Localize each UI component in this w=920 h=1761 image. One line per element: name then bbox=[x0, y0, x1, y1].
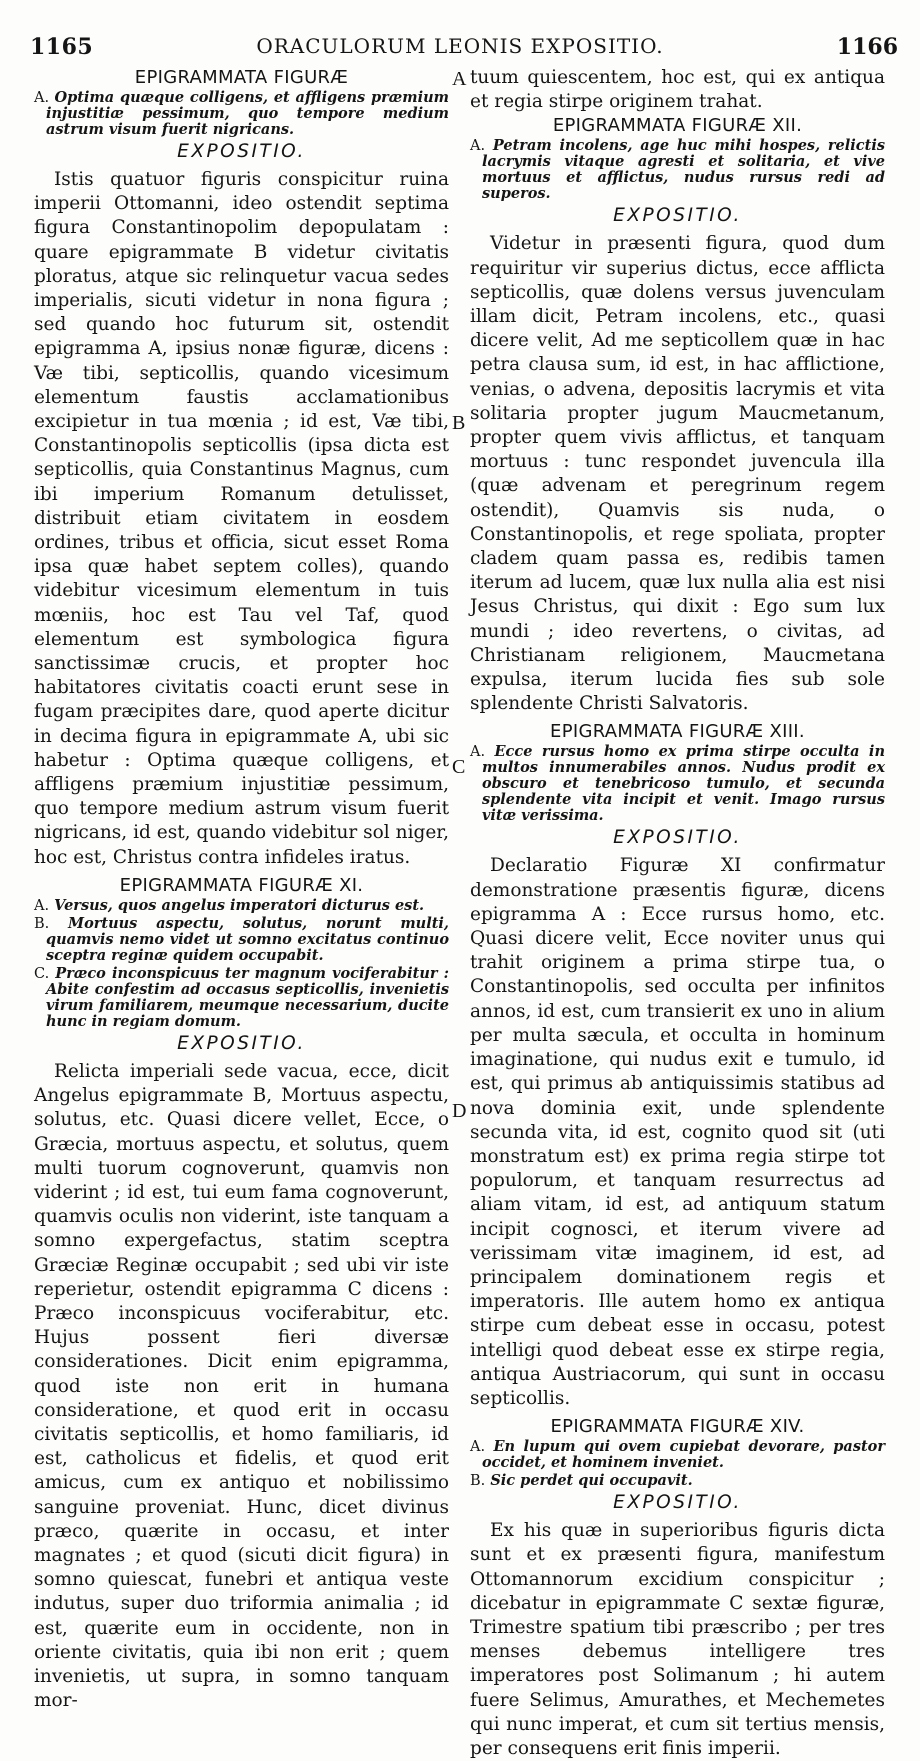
expositio-heading: EXPOSITIO. bbox=[613, 1492, 742, 1514]
epigram-heading-xii: EPIGRAMMATA FIGURÆ XII. bbox=[552, 115, 803, 137]
epigram-verse-c: C. Præco inconspicuus ter magnum vociferabitur : Abite confestim ad occasus septicollis, invenietis virum familiarem, meumque necessarium, ducite hunc in regiam domum. bbox=[34, 964, 449, 1030]
expositio-heading: EXPOSITIO. bbox=[177, 141, 306, 162]
epigram-verse-a: A. En lupum qui ovem cupiebat devorare, pastor occidet, et hominem inveniet. bbox=[470, 1438, 885, 1472]
expositio-heading: EXPOSITIO. bbox=[613, 205, 742, 227]
body-paragraph: Ex his quæ in superioribus figuris dicta sunt et ex præsenti figura, manifestum Ottomannorum excidium conspicitur ; dicebatur in epigrammate C sextæ figuræ, Trimestre spatium tibi præscribo ; per tres menses debemus intelligere tres imperatores post Solimanum ; hi autem fuere Selimus, Amurathes, et Mechemetes qui nunc imperat, et cum sit tertius mensis, per consequens erit finis imperii. bbox=[470, 1520, 885, 1759]
page-number-left: 1165 bbox=[30, 34, 94, 60]
running-header bbox=[0, 34, 920, 64]
body-paragraph: Relicta imperiali sede vacua, ecce, dicit Angelus epigrammate B, Mortuus aspectu, solutus, etc. Quasi dicere vellet, Ecce, o Græcia, mortuus aspectu, et solutus, quem multi tuorum cognoverunt, quamvis non viderint ; id est, tui eum fama cognoverunt, quamvis oculis non viderint, iste tanquam a somno expergefactus, statim sceptra Græciæ Reginæ occupabit ; sed ubi vir iste reperietur, ostendit epigramma C dicens : Præco inconspicuus vociferabitur, etc. Hujus possent fieri diversæ considerationes. Dicit enim epigramma, quod iste non erit in humana consideratione, et quod erit in occasu civitatis septicollis, et homo familiaris, id est, catholicus et fidelis, et quod erit amicus, cum ex antiquo et nobilissimo sanguine proveniat. Hunc, dicet divinus præco, quærite in occasu, et inter magnates ; et quod (sicuti dicit figura) in somno quiescat, funebri et antiqua veste indutus, super duo triformia animalia ; id est, quærite eum in occidente, non in oriente civitatis, quia ibi non erit ; quem invenietis, ut supra, in somno tanquam mor- bbox=[34, 1060, 449, 1712]
epigram-heading-xi: EPIGRAMMATA FIGURÆ XI. bbox=[119, 874, 364, 896]
left-column bbox=[34, 66, 449, 1713]
margin-marker-c: C bbox=[452, 756, 466, 778]
epigram-verse-a: A. Ecce rursus homo ex prima stirpe occulta in multos innumerabiles annos. Nudus prodit ex obscuro et tenebricoso tumulo, et secunda splendente vita incipit et venit. Imago rursus vitæ verissima. bbox=[470, 743, 885, 825]
page-number-right: 1166 bbox=[836, 34, 898, 60]
running-title: ORACULORUM LEONIS EXPOSITIO. bbox=[256, 34, 664, 58]
epigram-verse: A. Optima quæque colligens, et affligens præmium injustitiæ pessimum, quo tempore medium astrum visum fuerit nigricans. bbox=[34, 89, 449, 138]
margin-marker-a: A bbox=[452, 68, 467, 90]
expositio-heading: EXPOSITIO. bbox=[613, 827, 742, 849]
continued-paragraph: tuum quiescentem, hoc est, qui ex antiqua et regia stirpe originem trahat. bbox=[470, 67, 885, 113]
expositio-heading: EXPOSITIO. bbox=[177, 1032, 306, 1054]
epigram-heading-xiii: EPIGRAMMATA FIGURÆ XIII. bbox=[550, 721, 805, 743]
epigram-verse-b: B. Sic perdet qui occupavit. bbox=[470, 1472, 693, 1490]
right-column bbox=[470, 66, 885, 1761]
body-paragraph: Videtur in præsenti figura, quod dum requiritur vir superius dictus, ecce afflicta septicollis, quæ dolens versus juvenculam illam dicit, Petram incolens, etc., quasi dicere velit, Ad me septicollem quæ in hac petra clausa sum, id est, in hac afflictione, venias, o advena, depositis lacrymis et vita solitaria propter jugum Maucmetanum, propter quem vivis afflictus, et tanquam mortuus : tunc respondet juvencula illa (quæ advenam et peregrinum regem ostendit), Quamvis sis nuda, o Constantinopolis, et rege spoliata, propter cladem quam passa es, redibis tamen iterum ad lucem, quæ lux nulla alia est nisi Jesus Christus, qui dixit : Ego sum lux mundi ; ideo revertens, o civitas, ad Christianam religionem, Maucmetana expulsa, iterum lucida fies sub sole splendente Christi Salvatoris. bbox=[470, 233, 885, 715]
body-paragraph: Declaratio Figuræ XI confirmatur demonstratione præsentis figuræ, dicens epigramma A : Ecce rursus homo, etc. Quasi dicere velit, Ecce noviter unus qui trahit originem a prima stirpe tua, o Constantinopolis, sed occulta per infinitos annos, id est, cum transierit ex uno in alium per multa sæcula, et occulta in hominum imaginatione, qui nudus exit e tumulo, id est, qui primus ab antiquissimis statibus ad nova dominia exit, unde splendente secunda vita, id est, cognito quod sit (uti monstratum est) ex prima regia stirpe tot populorum, et tanquam resurrectus ad aliam vitam, id est, ad antiquum statum incipit cognosci, et iterum vivere ad verissimam vitæ imaginem, id est, ad principalem dominationem regis et imperatoris. Ille autem homo ex antiqua stirpe cum debeat esse in occasu, potest intelligi quod debeat esse ex stirpe regia, antiqua Austriacorum, qui sunt in occasu septicollis. bbox=[470, 855, 885, 1409]
epigram-verse-a: A. Versus, quos angelus imperatori dicturus est. bbox=[34, 896, 425, 914]
margin-marker-b: B bbox=[452, 412, 466, 434]
margin-marker-d: D bbox=[452, 1100, 467, 1122]
epigram-verse-b: B. Mortuus aspectu, solutus, norunt multi, quamvis nemo videt ut somno excitatus continuo sceptra reginæ quidem occupabit. bbox=[34, 914, 449, 964]
epigram-verse-a: A. Petram incolens, age huc mihi hospes, relictis lacrymis vitaque agresti et solitaria, et vive mortuus et afflictus, nudus rursus redi ad superos. bbox=[470, 137, 885, 203]
body-paragraph: Istis quatuor figuris conspicitur ruina imperii Ottomanni, ideo ostendit septima figura Constantinopolim depopulatam : quare epigrammate B videtur civitatis ploratus, atque sic relinquetur vacua sedes imperialis, sicuti videtur in nona figura ; sed quando hoc futurum sit, ostendit epigramma A, ipsius nonæ figuræ, dicens : Væ tibi, septicollis, quando vicesimum elementum faustis acclamationibus excipietur in tua mœnia ; id est, Væ tibi, Constantinopolis septicollis (ipsa dicta est septicollis, quia Constantinus Magnus, cum ibi imperium Romanum detulisset, distribuit etiam civitatem in eosdem ordines, tribus et officia, sicut esset Roma ipsa quæ habet septem colles), quando videbitur vicesimum elementum in tuis mœniis, hoc est Tau vel Taf, quod elementum est symbologica figura sanctissimæ crucis, et propter hoc habitatores civitatis coacti erunt sese in fugam præcipites dare, quod aperte dicitur in decima figura in epigrammate A, ubi sic habetur : Optima quæque colligens, et affligens præmium injustitiæ pessimum, quo tempore medium astrum visum fuerit nigricans, id est, quando videbitur sol niger, hoc est, Christus contra infideles iratus. bbox=[34, 169, 449, 868]
epigram-heading-xiv: EPIGRAMMATA FIGURÆ XIV. bbox=[550, 1416, 805, 1438]
verse-text: Optima quæque colligens, et affligens præmium injustitiæ pessimum, quo tempore medium astrum visum fuerit nigricans. bbox=[46, 89, 449, 138]
epigram-heading: EPIGRAMMATA FIGURÆ bbox=[134, 67, 349, 88]
